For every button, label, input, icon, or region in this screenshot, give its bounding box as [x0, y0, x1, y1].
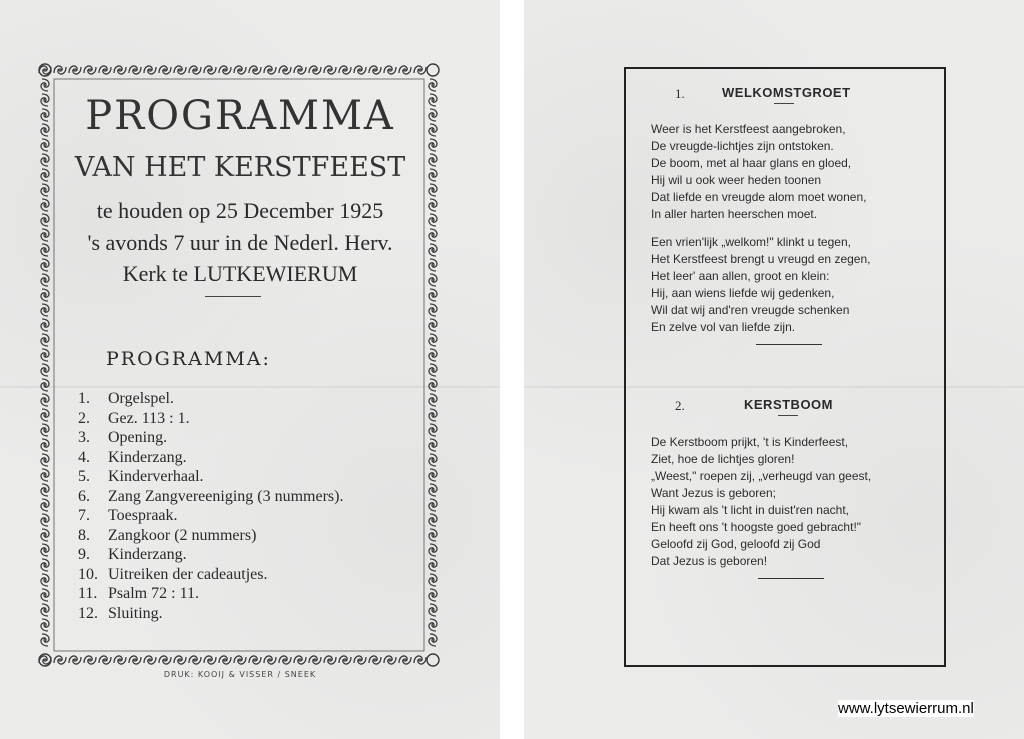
poem-line: Want Jezus is geboren; — [651, 486, 776, 500]
program-item-number: 3. — [78, 429, 90, 446]
poem-line: Wil dat wij and'ren vreugde schenken — [651, 303, 850, 317]
time-line: 's avonds 7 uur in de Nederl. Herv. — [87, 230, 393, 255]
program-item-text: Sluiting. — [108, 604, 163, 622]
program-item-number: 11. — [78, 585, 98, 602]
program-heading: PROGRAMMA: — [106, 348, 271, 370]
heading-underline — [778, 415, 798, 416]
poem-line: Geloofd zij God, geloofd zij God — [651, 537, 821, 551]
section-2-heading: KERSTBOOM — [744, 397, 833, 412]
program-item — [78, 467, 343, 487]
poem-line: Een vrien'lijk „welkom!" klinkt u tegen, — [651, 235, 851, 249]
program-item — [78, 506, 343, 526]
section-2-stanza-1 — [651, 434, 871, 570]
program-item-text: Zangkoor (2 nummers) — [108, 526, 257, 544]
printer-credit: DRUK: KOOIJ & VISSER / SNEEK — [163, 670, 317, 679]
program-item-text: Gez. 113 : 1. — [108, 409, 190, 427]
website-watermark: www.lytsewierrum.nl — [838, 700, 974, 717]
program-item-number: 5. — [78, 468, 90, 485]
poem-line: In aller harten heerschen moet. — [651, 207, 818, 221]
program-item-text: Opening. — [108, 429, 168, 446]
section-divider — [756, 344, 822, 345]
program-item-text: Kinderzang. — [108, 448, 187, 466]
poem-line: De vreugde-lichtjes zijn ontstoken. — [651, 139, 834, 153]
poem-line: De Kerstboom prijkt, 't is Kinderfeest, — [651, 435, 849, 449]
program-item-text: Psalm 72 : 11. — [108, 585, 199, 602]
program-item-text: Orgelspel. — [108, 390, 174, 407]
program-item — [78, 565, 343, 585]
program-item — [78, 448, 343, 468]
program-item-text: Uitreiken der cadeautjes. — [108, 565, 268, 583]
section-1-stanza-2 — [651, 234, 870, 336]
poem-line: Ziet, hoe de lichtjes gloren! — [651, 452, 795, 466]
program-item-text: Kinderzang. — [108, 546, 187, 563]
program-item — [78, 409, 343, 429]
poem-line: En zelve vol van liefde zijn. — [651, 320, 796, 334]
poem-line: Weer is het Kerstfeest aangebroken, — [651, 122, 846, 136]
program-item-text: Kinderverhaal. — [108, 468, 204, 485]
church-line: Kerk te LUTKEWIERUM — [122, 261, 358, 286]
poem-line: Hij kwam als 't licht in duist'ren nacht, — [651, 503, 849, 517]
program-item-number: 4. — [78, 448, 90, 466]
poem-line: En heeft ons 't hoogste goed gebracht!" — [651, 520, 862, 534]
page-subtitle: VAN HET KERSTFEEST — [74, 152, 406, 183]
program-list — [78, 389, 343, 623]
program-item-text: Zang Zangvereeniging (3 nummers). — [108, 487, 344, 505]
program-item — [78, 604, 343, 624]
section-divider — [758, 578, 824, 579]
program-item-number: 10. — [78, 565, 98, 583]
poem-line: Het Kerstfeest brengt u vreugd en zegen, — [651, 252, 871, 266]
poem-line: Hij wil u ook weer heden toonen — [651, 173, 822, 187]
program-item — [78, 545, 343, 565]
program-item-number: 7. — [78, 507, 90, 524]
poem-line: „Weest," roepen zij, „verheugd van geest, — [651, 469, 872, 483]
poem-line: Dat Jezus is geboren! — [651, 554, 768, 568]
title-divider — [205, 296, 261, 297]
date-line: te houden op 25 December 1925 — [96, 198, 384, 223]
section-1-heading: WELKOMSTGROET — [722, 85, 851, 100]
poem-line: Hij, aan wiens liefde wij gedenken, — [651, 286, 835, 300]
program-item — [78, 584, 343, 604]
section-1-number: 1. — [675, 86, 685, 101]
program-item-number: 12. — [78, 604, 98, 622]
program-item-number: 8. — [78, 526, 90, 544]
program-item — [78, 389, 343, 409]
program-item-number: 2. — [78, 409, 90, 427]
program-item-number: 9. — [78, 546, 90, 563]
program-item — [78, 526, 343, 546]
section-2-number: 2. — [675, 398, 685, 413]
poem-line: Dat liefde en vreugde alom moet wonen, — [651, 190, 867, 204]
heading-underline — [774, 103, 794, 104]
program-item-number: 6. — [78, 487, 90, 505]
program-item — [78, 487, 343, 507]
poem-line: De boom, met al haar glans en gloed, — [651, 156, 852, 170]
program-item-number: 1. — [78, 390, 90, 407]
program-item-text: Toespraak. — [108, 507, 178, 524]
poem-line: Het leer' aan allen, groot en klein: — [651, 269, 830, 283]
page-title: PROGRAMMA — [85, 93, 395, 139]
program-item — [78, 428, 343, 448]
section-1-stanza-1 — [651, 121, 866, 223]
